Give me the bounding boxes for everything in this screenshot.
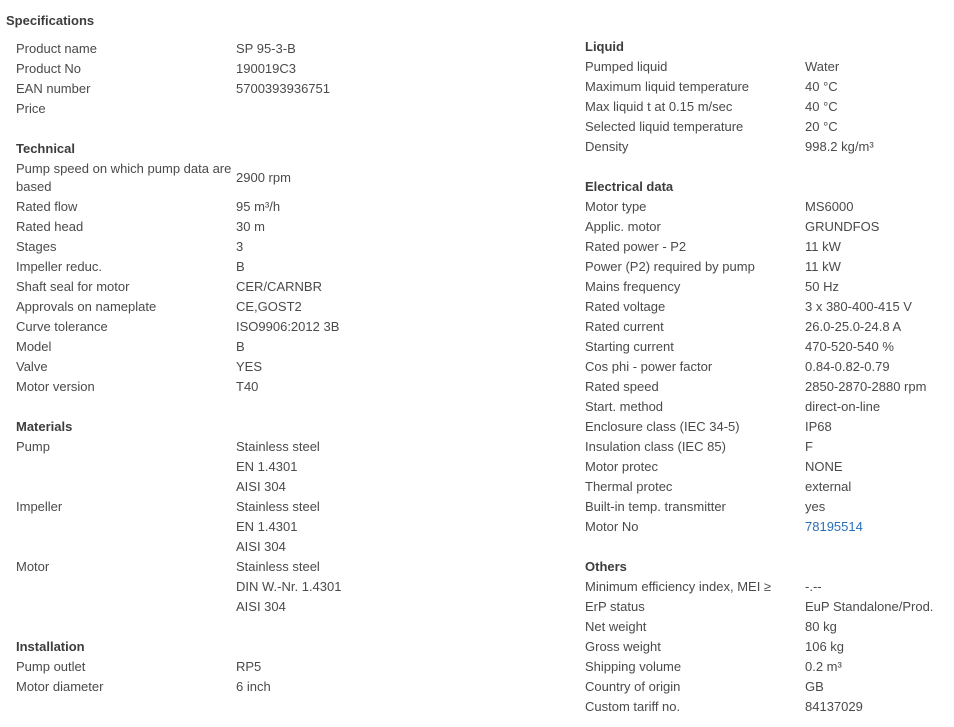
spec-row-maximum-liquid-temperature	[585, 77, 954, 97]
spec-label: Start. method	[585, 399, 664, 414]
spec-row-mains-frequency	[585, 277, 954, 297]
spec-row-selected-liquid-temperature	[585, 117, 954, 137]
section-title: Technical	[16, 141, 76, 156]
spec-label: ErP status	[585, 599, 645, 614]
spec-value-line: AISI 304	[236, 539, 286, 554]
spec-row-motor-type	[585, 197, 954, 217]
spec-label: Mains frequency	[585, 279, 681, 294]
spec-row-rated-speed	[585, 377, 954, 397]
spec-value	[236, 437, 556, 497]
spec-row-pump-outlet	[16, 657, 556, 677]
spec-label: Rated head	[16, 219, 84, 234]
spec-value: 11 kW	[805, 259, 841, 274]
spec-value: 40 °C	[805, 99, 838, 114]
spec-value: yes	[805, 499, 826, 514]
spec-row-custom-tariff-no	[585, 697, 954, 717]
spec-label: Motor No	[585, 519, 639, 534]
spec-label: Rated power - P2	[585, 239, 687, 254]
spec-value: 11 kW	[805, 239, 841, 254]
spec-label: Rated speed	[585, 379, 659, 394]
section-title: Installation	[16, 639, 85, 654]
spec-row-product-no	[16, 59, 556, 79]
spec-row-thermal-protec	[585, 477, 954, 497]
spec-value-line: AISI 304	[236, 599, 286, 614]
spec-label: Product name	[16, 41, 97, 56]
spec-label: Custom tariff no.	[585, 699, 681, 714]
spec-row-rated-power-p2	[585, 237, 954, 257]
spec-value: 30 m	[236, 219, 265, 234]
spec-label: Valve	[16, 359, 48, 374]
section-installation	[16, 637, 556, 697]
spec-row-rated-current	[585, 317, 954, 337]
spec-value: EuP Standalone/Prod.	[805, 599, 934, 614]
spec-row-cos-phi-power-factor	[585, 357, 954, 377]
section-general	[16, 39, 556, 119]
spec-label: Max liquid t at 0.15 m/sec	[585, 99, 733, 114]
spec-value: 0.2 m³	[805, 659, 842, 674]
spec-value-line: Stainless steel	[236, 439, 320, 454]
spec-label: Approvals on nameplate	[16, 299, 157, 314]
spec-row-pump	[16, 437, 556, 497]
spec-row-motor-diameter	[16, 677, 556, 697]
spec-label: Insulation class (IEC 85)	[585, 439, 726, 454]
spec-label: Model	[16, 339, 52, 354]
spec-value: 106 kg	[805, 639, 845, 654]
spec-value: NONE	[805, 459, 843, 474]
spec-label: Product No	[16, 61, 82, 76]
spec-value: 2900 rpm	[236, 170, 291, 185]
spec-label: Curve tolerance	[16, 319, 108, 334]
spec-row-erp-status	[585, 597, 954, 617]
spec-value: 2850-2870-2880 rpm	[805, 379, 927, 394]
spec-value: 190019C3	[236, 61, 296, 76]
spec-row-rated-flow	[16, 197, 556, 217]
spec-value: 95 m³/h	[236, 199, 281, 214]
spec-value	[236, 497, 556, 557]
spec-value: 40 °C	[805, 79, 838, 94]
spec-value: 0.84-0.82-0.79	[805, 359, 890, 374]
spec-row-model	[16, 337, 556, 357]
spec-value: 50 Hz	[805, 279, 839, 294]
section-materials	[16, 417, 556, 617]
spec-label: Stages	[16, 239, 57, 254]
spec-row-starting-current	[585, 337, 954, 357]
section-liquid	[585, 37, 954, 157]
spec-label: Motor diameter	[16, 679, 104, 694]
page-title: Specifications	[6, 13, 95, 28]
spec-label: Country of origin	[585, 679, 681, 694]
spec-row-price	[16, 99, 556, 119]
spec-row-built-in-temp-transmitter	[585, 497, 954, 517]
spec-row-density	[585, 137, 954, 157]
spec-row-shaft-seal-for-motor	[16, 277, 556, 297]
spec-value	[805, 517, 954, 537]
spec-label: Minimum efficiency index, MEI ≥	[585, 579, 772, 594]
spec-label: EAN number	[16, 81, 91, 96]
spec-row-stages	[16, 237, 556, 257]
spec-value-line: EN 1.4301	[236, 519, 298, 534]
spec-label: Density	[585, 139, 629, 154]
spec-row-power-p2-required-by-pump	[585, 257, 954, 277]
spec-value: 80 kg	[805, 619, 837, 634]
spec-row-gross-weight	[585, 637, 954, 657]
spec-value: Water	[805, 59, 840, 74]
spec-value: 5700393936751	[236, 81, 330, 96]
spec-value: YES	[236, 359, 263, 374]
spec-value: MS6000	[805, 199, 854, 214]
spec-label: Pump	[16, 439, 50, 454]
spec-value-lines	[236, 557, 341, 617]
spec-row-enclosure-class-iec-34-5	[585, 417, 954, 437]
spec-label: Rated current	[585, 319, 664, 334]
spec-label: Impeller reduc.	[16, 259, 102, 274]
spec-label: Pump outlet	[16, 659, 86, 674]
spec-row-rated-head	[16, 217, 556, 237]
spec-label: Starting current	[585, 339, 674, 354]
spec-value: SP 95-3-B	[236, 41, 296, 56]
spec-value-lines	[236, 497, 320, 557]
spec-label: Cos phi - power factor	[585, 359, 713, 374]
spec-value-line: AISI 304	[236, 479, 286, 494]
spec-label: Net weight	[585, 619, 647, 634]
spec-row-motor	[16, 557, 556, 617]
spec-value: -.--	[805, 579, 822, 594]
section-others	[585, 557, 954, 717]
spec-value: 470-520-540 %	[805, 339, 894, 354]
spec-label: Motor type	[585, 199, 647, 214]
spec-label: Price	[16, 101, 46, 116]
section-title: Materials	[16, 419, 73, 434]
spec-row-pumped-liquid	[585, 57, 954, 77]
spec-row-impeller	[16, 497, 556, 557]
section-title: Others	[585, 559, 627, 574]
spec-label: Rated voltage	[585, 299, 666, 314]
spec-value: external	[805, 479, 852, 494]
spec-value: CE,GOST2	[236, 299, 302, 314]
spec-label: Motor protec	[585, 459, 658, 474]
spec-value-line: Stainless steel	[236, 559, 320, 574]
spec-label: Pump speed on which pump data are based	[16, 161, 232, 194]
spec-label: Pumped liquid	[585, 59, 668, 74]
spec-value: F	[805, 439, 813, 454]
spec-label: Enclosure class (IEC 34-5)	[585, 419, 740, 434]
spec-row-insulation-class-iec-85	[585, 437, 954, 457]
spec-value: 20 °C	[805, 119, 838, 134]
spec-value: B	[236, 259, 245, 274]
spec-row-rated-voltage	[585, 297, 954, 317]
spec-value: 998.2 kg/m³	[805, 139, 874, 154]
section-title: Electrical data	[585, 179, 674, 194]
spec-label: Motor	[16, 559, 50, 574]
spec-value: GB	[805, 679, 824, 694]
spec-label: Maximum liquid temperature	[585, 79, 750, 94]
section-technical	[16, 139, 556, 397]
spec-row-max-liquid-t-at-0-15-m-sec	[585, 97, 954, 117]
spec-label: Thermal protec	[585, 479, 673, 494]
spec-row-country-of-origin	[585, 677, 954, 697]
spec-row-applic-motor	[585, 217, 954, 237]
spec-value-line: DIN W.-Nr. 1.4301	[236, 579, 342, 594]
spec-value: 26.0-25.0-24.8 A	[805, 319, 902, 334]
spec-value: 3	[236, 239, 244, 254]
spec-row-pump-speed-on-which-pump-data-are-based	[16, 159, 556, 197]
spec-label: Motor version	[16, 379, 95, 394]
spec-row-approvals-on-nameplate	[16, 297, 556, 317]
section-title: Liquid	[585, 39, 624, 54]
spec-value-line: Stainless steel	[236, 499, 320, 514]
spec-label: Built-in temp. transmitter	[585, 499, 726, 514]
spec-label: Selected liquid temperature	[585, 119, 744, 134]
spec-value: B	[236, 339, 245, 354]
spec-label: Shipping volume	[585, 659, 682, 674]
spec-value-lines	[236, 437, 320, 497]
spec-label: Gross weight	[585, 639, 661, 654]
spec-value: GRUNDFOS	[805, 219, 880, 234]
spec-label: Power (P2) required by pump	[585, 259, 755, 274]
spec-value: RP5	[236, 659, 262, 674]
spec-row-motor-no	[585, 517, 954, 537]
spec-value: 3 x 380-400-415 V	[805, 299, 912, 314]
spec-value: CER/CARNBR	[236, 279, 322, 294]
spec-value	[236, 557, 556, 617]
spec-label: Rated flow	[16, 199, 78, 214]
spec-label: Applic. motor	[585, 219, 661, 234]
motor-number-link[interactable]: 78195514	[805, 519, 863, 534]
spec-value: direct-on-line	[805, 399, 881, 414]
section-electrical-data	[585, 177, 954, 537]
spec-label: Shaft seal for motor	[16, 279, 130, 294]
spec-row-net-weight	[585, 617, 954, 637]
spec-value: 6 inch	[236, 679, 271, 694]
spec-row-start-method	[585, 397, 954, 417]
spec-row-motor-version	[16, 377, 556, 397]
spec-value	[236, 99, 556, 119]
spec-value: ISO9906:2012 3B	[236, 319, 340, 334]
spec-row-impeller-reduc	[16, 257, 556, 277]
spec-row-shipping-volume	[585, 657, 954, 677]
spec-row-minimum-efficiency-index-mei	[585, 577, 954, 597]
spec-row-product-name	[16, 39, 556, 59]
spec-row-ean-number	[16, 79, 556, 99]
spec-row-motor-protec	[585, 457, 954, 477]
spec-value: IP68	[805, 419, 832, 434]
spec-value: 84137029	[805, 699, 863, 714]
spec-row-valve	[16, 357, 556, 377]
spec-label: Impeller	[16, 499, 63, 514]
spec-value: T40	[236, 379, 259, 394]
spec-value-line: EN 1.4301	[236, 459, 298, 474]
spec-row-curve-tolerance	[16, 317, 556, 337]
